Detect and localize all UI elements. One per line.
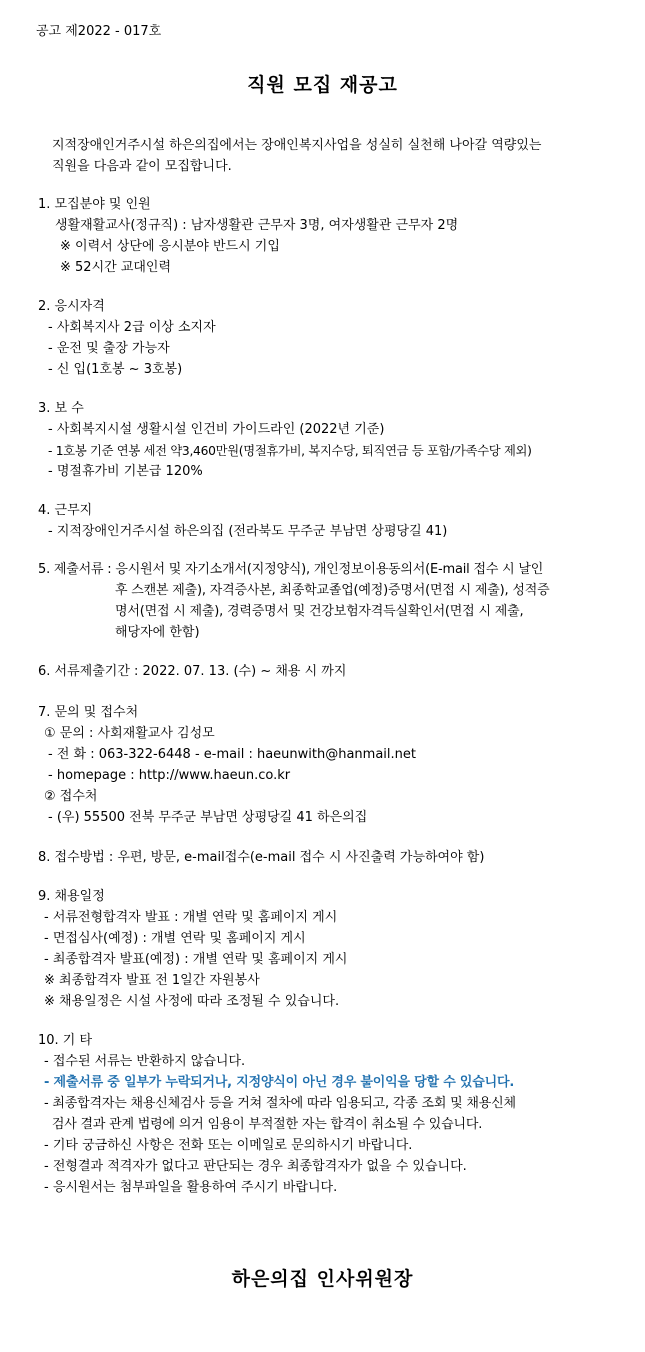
list-item: 명서(면접 시 제출), 경력증명서 및 건강보험자격득실확인서(면접 시 제출, xyxy=(115,604,524,619)
list-item: - 접수된 서류는 반환하지 않습니다. xyxy=(44,1054,246,1069)
section-heading-schedule: 9. 채용일정 xyxy=(38,889,105,904)
signature: 하은의집 인사위원장 xyxy=(231,1268,414,1290)
list-item: - 최종합격자 발표(예정) : 개별 연락 및 홈페이지 게시 xyxy=(44,952,348,967)
list-item: - 지적장애인거주시설 하은의집 (전라북도 무주군 부남면 상평당길 41) xyxy=(48,524,448,539)
list-item: 해당자에 한함) xyxy=(115,625,200,640)
list-item: - 운전 및 출장 가능자 xyxy=(48,341,170,356)
list-item: ※ 채용일정은 시설 사정에 따라 조정될 수 있습니다. xyxy=(44,994,340,1009)
highlighted-notice: - 제출서류 중 일부가 누락되거나, 지정양식이 아닌 경우 불이익을 당할 수 있습니다. xyxy=(44,1075,515,1090)
list-item: 생활재활교사(정규직) : 남자생활관 근무자 3명, 여자생활관 근무자 2명 xyxy=(55,218,459,233)
list-item: - (우) 55500 전북 무주군 부남면 상평당길 41 하은의집 xyxy=(48,810,368,825)
list-item: - 전 화 : 063-322-6448 - e-mail : haeunwith@hanmail.net xyxy=(48,747,416,762)
list-item: - 서류전형합격자 발표 : 개별 연락 및 홈페이지 게시 xyxy=(44,910,338,925)
section-heading-method: 8. 접수방법 : 우편, 방문, e-mail접수(e-mail 접수 시 사진출력 가능하여야 함) xyxy=(38,850,485,865)
list-item: 후 스캔본 제출), 자격증사본, 최종학교졸업(예정)증명서(면접 시 제출), 성적증 xyxy=(115,583,550,598)
intro-line: 지적장애인거주시설 하은의집에서는 장애인복지사업을 성실히 실천해 나아갈 역량있는 xyxy=(52,138,542,153)
list-item: - 사회복지사 2급 이상 소지자 xyxy=(48,320,216,335)
intro-line: 직원을 다음과 같이 모집합니다. xyxy=(52,159,232,174)
list-item: ※ 52시간 교대인력 xyxy=(60,260,172,275)
list-item: ① 문의 : 사회재활교사 김성모 xyxy=(44,726,215,741)
list-item: ② 접수처 xyxy=(44,789,98,804)
list-item: - 최종합격자는 채용신체검사 등을 거쳐 절차에 따라 임용되고, 각종 조회 및 채용신체 xyxy=(44,1096,516,1111)
section-heading-etc: 10. 기 타 xyxy=(38,1033,93,1048)
list-item: - 전형결과 적격자가 없다고 판단되는 경우 최종합격자가 없을 수 있습니다. xyxy=(44,1159,467,1174)
list-item: ※ 이력서 상단에 응시분야 반드시 기입 xyxy=(60,239,280,254)
list-item: - 사회복지시설 생활시설 인건비 가이드라인 (2022년 기준) xyxy=(48,422,385,437)
section-heading-period: 6. 서류제출기간 : 2022. 07. 13. (수) ~ 채용 시 까지 xyxy=(38,664,347,679)
section-heading-qualification: 2. 응시자격 xyxy=(38,299,105,314)
list-item: - 기타 궁금하신 사항은 전화 또는 이메일로 문의하시기 바랍니다. xyxy=(44,1138,413,1153)
list-item: 검사 결과 관계 법령에 의거 임용이 부적절한 자는 합격이 취소될 수 있습니다. xyxy=(44,1117,483,1132)
list-item: - 명절휴가비 기본급 120% xyxy=(48,464,203,479)
notice-number: 공고 제2022 - 017호 xyxy=(36,24,162,39)
page-title: 직원 모집 재공고 xyxy=(247,74,398,96)
section-heading-recruitment: 1. 모집분야 및 인원 xyxy=(38,197,151,212)
list-item: - 응시원서는 첨부파일을 활용하여 주시기 바랍니다. xyxy=(44,1180,338,1195)
section-heading-salary: 3. 보 수 xyxy=(38,401,84,416)
list-item: - 1호봉 기준 연봉 세전 약3,460만원(명절휴가비, 복지수당, 퇴직연금 등 포함/가족수당 제외) xyxy=(48,444,532,458)
section-heading-contact: 7. 문의 및 접수처 xyxy=(38,705,139,720)
list-item: - 면접심사(예정) : 개별 연락 및 홈페이지 게시 xyxy=(44,931,306,946)
section-heading-documents: 5. 제출서류 : 응시원서 및 자기소개서(지정양식), 개인정보이용동의서(E-mail 접수 시 날인 xyxy=(38,562,544,577)
list-item: - homepage : http://www.haeun.co.kr xyxy=(48,768,291,783)
list-item: - 신 입(1호봉 ~ 3호봉) xyxy=(48,362,183,377)
section-heading-workplace: 4. 근무지 xyxy=(38,503,93,518)
list-item: ※ 최종합격자 발표 전 1일간 자원봉사 xyxy=(44,973,260,988)
